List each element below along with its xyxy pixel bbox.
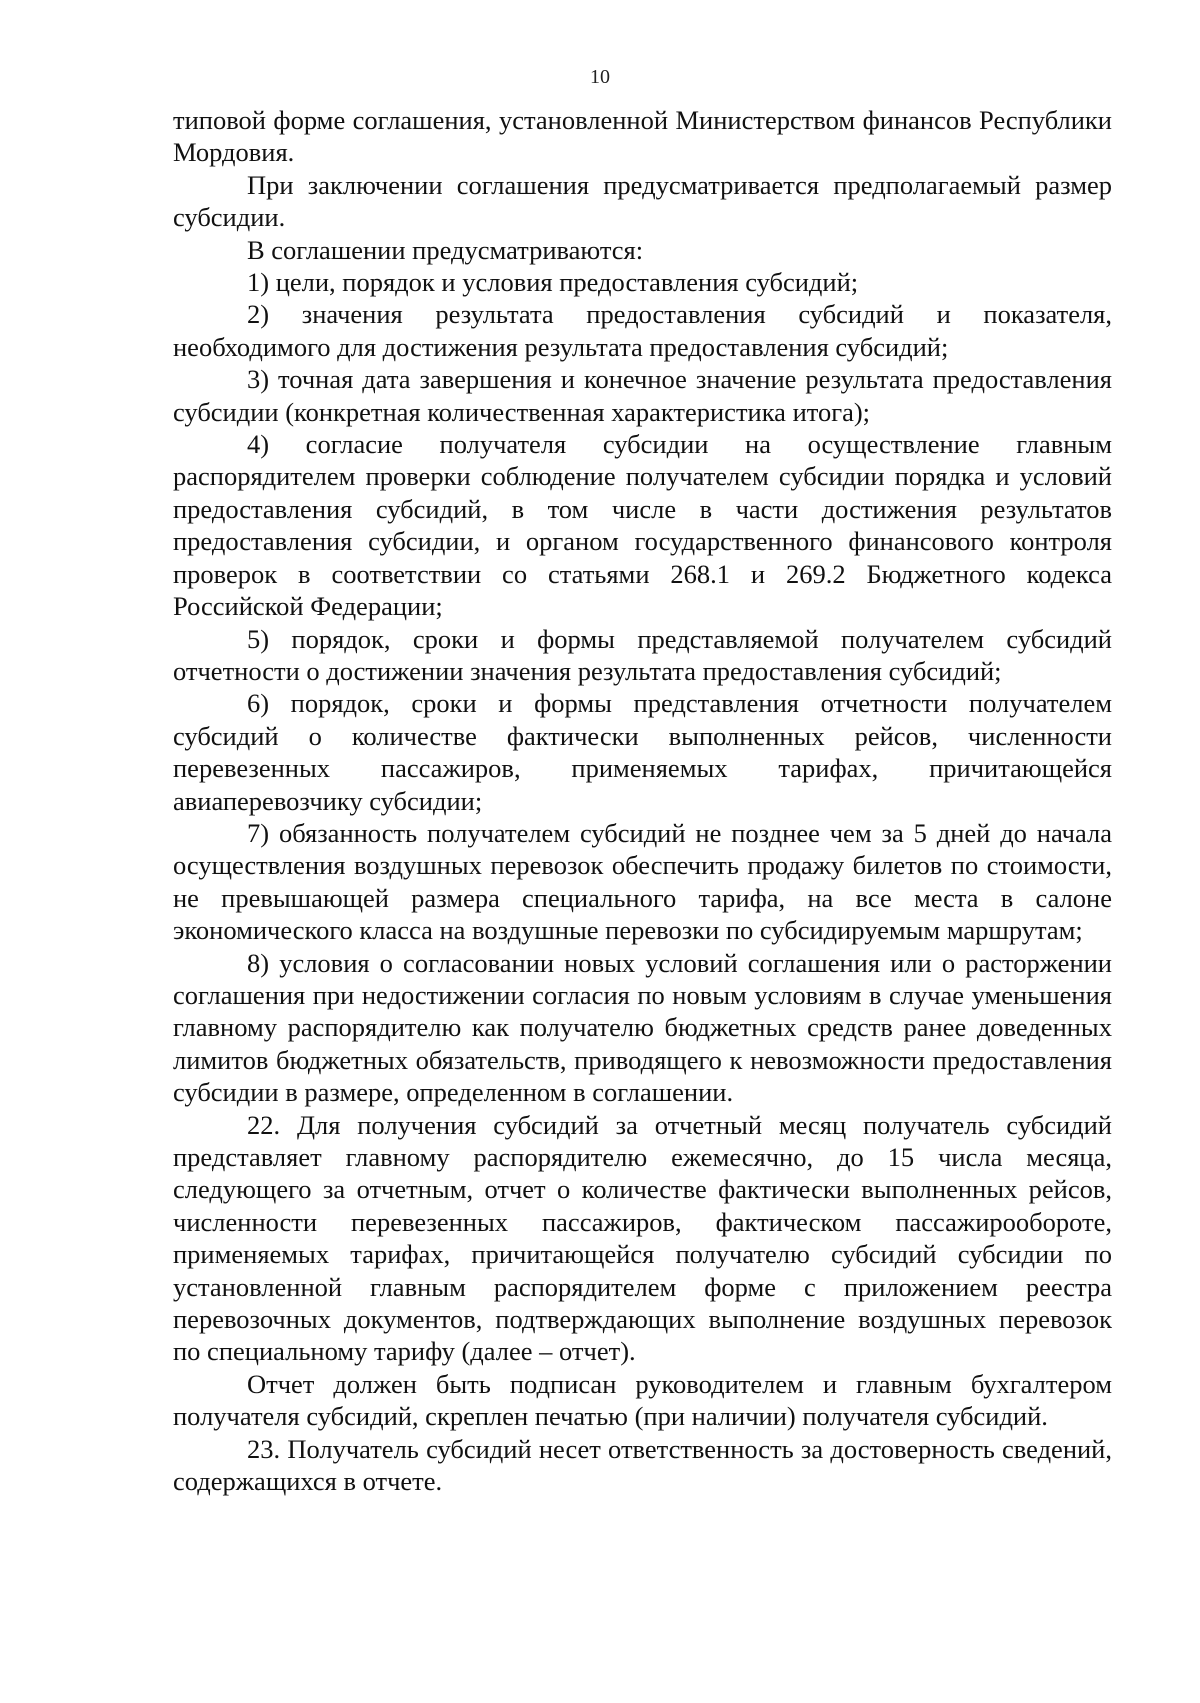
document-body [173, 104, 1112, 1497]
list-item: 8) условия о согласовании новых условий соглашения или о расторжении соглашения при недостижении согласия по новым условиям в случае уменьшения главному распорядителю как получателю бюджетных средств ранее доведенных лимитов бюджетных обязательств, приводящего к невозможности предоставления субсидии в размере, определенном в соглашении. [173, 947, 1112, 1108]
paragraph: типовой форме соглашения, установленной Министерством финансов Республики Мордовия. [173, 105, 1112, 168]
paragraph: При заключении соглашения предусматривается предполагаемый размер субсидии. [173, 169, 1112, 233]
page-number: 10 [590, 66, 610, 88]
clause-22: 22. Для получения субсидий за отчетный месяц получатель субсидий представляет главному распорядителю ежемесячно, до 15 числа месяца, следующего за отчетным, отчет о количестве фактически выполненных рейсов, численности перевезенных пассажиров, фактическом пассажирообороте, применяемых тарифах, причитающейся получателю субсидий субсидии по установленной главным распорядителем форме с приложением реестра перевозочных документов, подтверждающих выполнение воздушных перевозок по специальному тарифу (далее – отчет). [173, 1109, 1112, 1367]
list-item: 7) обязанность получателем субсидий не позднее чем за 5 дней до начала осуществления воздушных перевозок обеспечить продажу билетов по стоимости, не превышающей размера специального тарифа, на все места в салоне экономического класса на воздушные перевозки по субсидируемым маршрутам; [173, 817, 1112, 946]
paragraph: В соглашении предусматриваются: [247, 234, 644, 265]
list-item: 1) цели, порядок и условия предоставления субсидий; [247, 267, 859, 298]
list-item: 2) значения результата предоставления субсидий и показателя, необходимого для достижения результата предоставления субсидий; [173, 299, 1112, 362]
list-item: 6) порядок, сроки и формы представления отчетности получателем субсидий о количестве фактически выполненных рейсов, численности перевезенных пассажиров, применяемых тарифах, причитающейся авиаперевозчику субсидии; [173, 688, 1112, 816]
paragraph: Отчет должен быть подписан руководителем и главным бухгалтером получателя субсидий, скреплен печатью (при наличии) получателя субсидий. [173, 1368, 1112, 1432]
list-item: 5) порядок, сроки и формы представляемой получателем субсидий отчетности о достижении значения результата предоставления субсидий; [173, 623, 1112, 686]
list-item: 4) согласие получателя субсидии на осуществление главным распорядителем проверки соблюдение получателем субсидии порядка и условий предоставления субсидий, в том числе в части достижения результатов предоставления субсидии, и органом государственного финансового контроля проверок в соответствии со статьями 268.1 и 269.2 Бюджетного кодекса Российской Федерации; [173, 429, 1112, 622]
clause-23: 23. Получатель субсидий несет ответственность за достоверность сведений, содержащихся в отчете. [173, 1433, 1112, 1497]
list-item: 3) точная дата завершения и конечное значение результата предоставления субсидии (конкретная количественная характеристика итога); [173, 364, 1112, 427]
